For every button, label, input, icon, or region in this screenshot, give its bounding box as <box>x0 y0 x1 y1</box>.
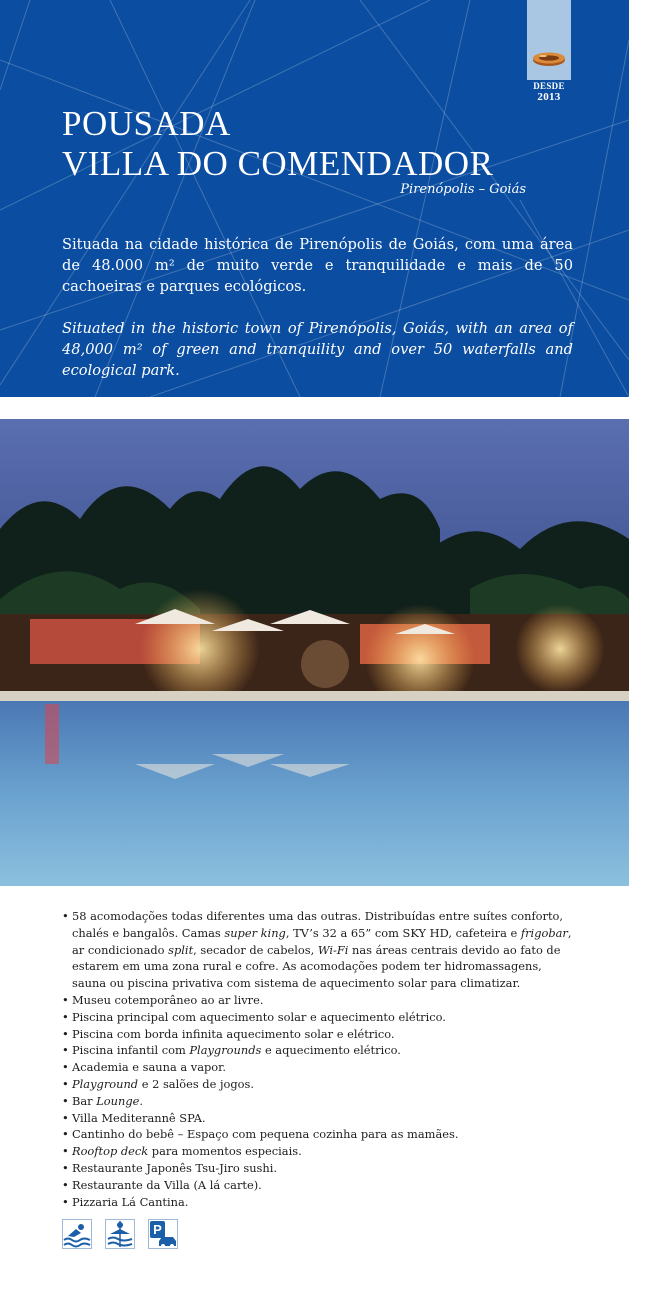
feature-text: , TV’s 32 a 65” com SKY HD, cafeteira e <box>285 925 521 940</box>
feature-item <box>62 1194 576 1211</box>
parking-icon <box>148 1219 178 1249</box>
feature-text: Museu cotemporâneo ao ar livre. <box>72 992 264 1007</box>
feature-item <box>62 908 576 992</box>
feature-item <box>62 1110 576 1127</box>
feature-item <box>62 1042 576 1059</box>
feature-text: Cantinho do bebê – Espaço com pequena cozinha para as mamães. <box>72 1127 459 1142</box>
feature-text: Piscina com borda infinita aquecimento solar e elétrico. <box>72 1026 395 1041</box>
since-year: 2013 <box>537 91 561 103</box>
feature-item <box>62 1177 576 1194</box>
since-badge-text <box>527 81 571 104</box>
feature-text: Academia e sauna a vapor. <box>72 1060 226 1075</box>
since-label: DESDE <box>533 81 565 91</box>
feature-item <box>62 1076 576 1093</box>
feature-item <box>62 1026 576 1043</box>
feature-text: Bar <box>72 1093 97 1108</box>
feature-text: Villa Mediterannê SPA. <box>72 1110 206 1125</box>
description-english: Situated in the historic town of Pirenópolis, Goiás, with an area of 48,000 m² of green and tranquility and over 50 waterfalls and ecological park. <box>62 320 573 379</box>
swimming-pool-icon <box>62 1219 92 1249</box>
description-portuguese: Situada na cidade histórica de Pirenópolis de Goiás, com uma área de 48.000 m² de muito verde e tranquilidade e mais de 50 cachoeiras e parques ecológicos. <box>62 236 573 295</box>
feature-text: Pizzaria Lá Cantina. <box>72 1194 189 1209</box>
feature-text: Restaurante da Villa (A lá carte). <box>72 1177 262 1192</box>
features-list <box>62 908 576 1210</box>
feature-text: Playground <box>72 1076 139 1091</box>
feature-text: e aquecimento elétrico. <box>261 1043 401 1058</box>
feature-text: . <box>139 1093 143 1108</box>
feature-item <box>62 1126 576 1143</box>
feature-text: Playgrounds <box>189 1043 262 1058</box>
feature-text: Lounge <box>96 1093 140 1108</box>
feature-text: , ar condicionado <box>72 925 572 957</box>
feature-text: super king <box>224 925 286 940</box>
feature-item <box>62 1143 576 1160</box>
feature-text: Piscina principal com aquecimento solar e aquecimento elétrico. <box>72 1009 446 1024</box>
title-line-2: VILLA DO COMENDADOR <box>62 144 494 183</box>
page-title <box>62 104 493 184</box>
feature-text: e 2 salões de jogos. <box>138 1076 254 1091</box>
feature-text: Rooftop deck <box>72 1144 149 1159</box>
feature-item <box>62 1059 576 1076</box>
location-subtitle: Pirenópolis – Goiás <box>400 182 526 197</box>
feature-item <box>62 992 576 1009</box>
pool-photo-illustration <box>0 419 629 886</box>
ring-logo-icon <box>531 50 567 68</box>
feature-item <box>62 1093 576 1110</box>
title-line-1: POUSADA <box>62 104 231 143</box>
since-badge <box>527 0 571 80</box>
feature-text: nas áreas centrais devido ao fato de estarem em uma zona rural e cofre. As acomodações podem ter hidromassagens, sauna ou piscina privativa com sistema de aquecimento solar para climatizar. <box>72 942 561 991</box>
feature-text: Piscina infantil com <box>72 1043 190 1058</box>
outdoor-pool-icon <box>105 1219 135 1249</box>
resort-pool-photo <box>0 419 629 886</box>
svg-text:P: P <box>153 1222 162 1237</box>
feature-item <box>62 1160 576 1177</box>
feature-text: Restaurante Japonês Tsu-Jiro sushi. <box>72 1160 277 1175</box>
feature-item <box>62 1009 576 1026</box>
feature-text: split <box>168 942 194 957</box>
feature-text: para momentos especiais. <box>148 1144 302 1159</box>
feature-text: , secador de cabelos, <box>193 942 318 957</box>
feature-text: 58 acomodações todas diferentes uma das outras. Distribuídas entre suítes conforto, chalés e bangalôs. Camas <box>72 909 564 940</box>
feature-text: frigobar <box>520 925 568 940</box>
feature-text: Wi-Fi <box>317 942 349 957</box>
